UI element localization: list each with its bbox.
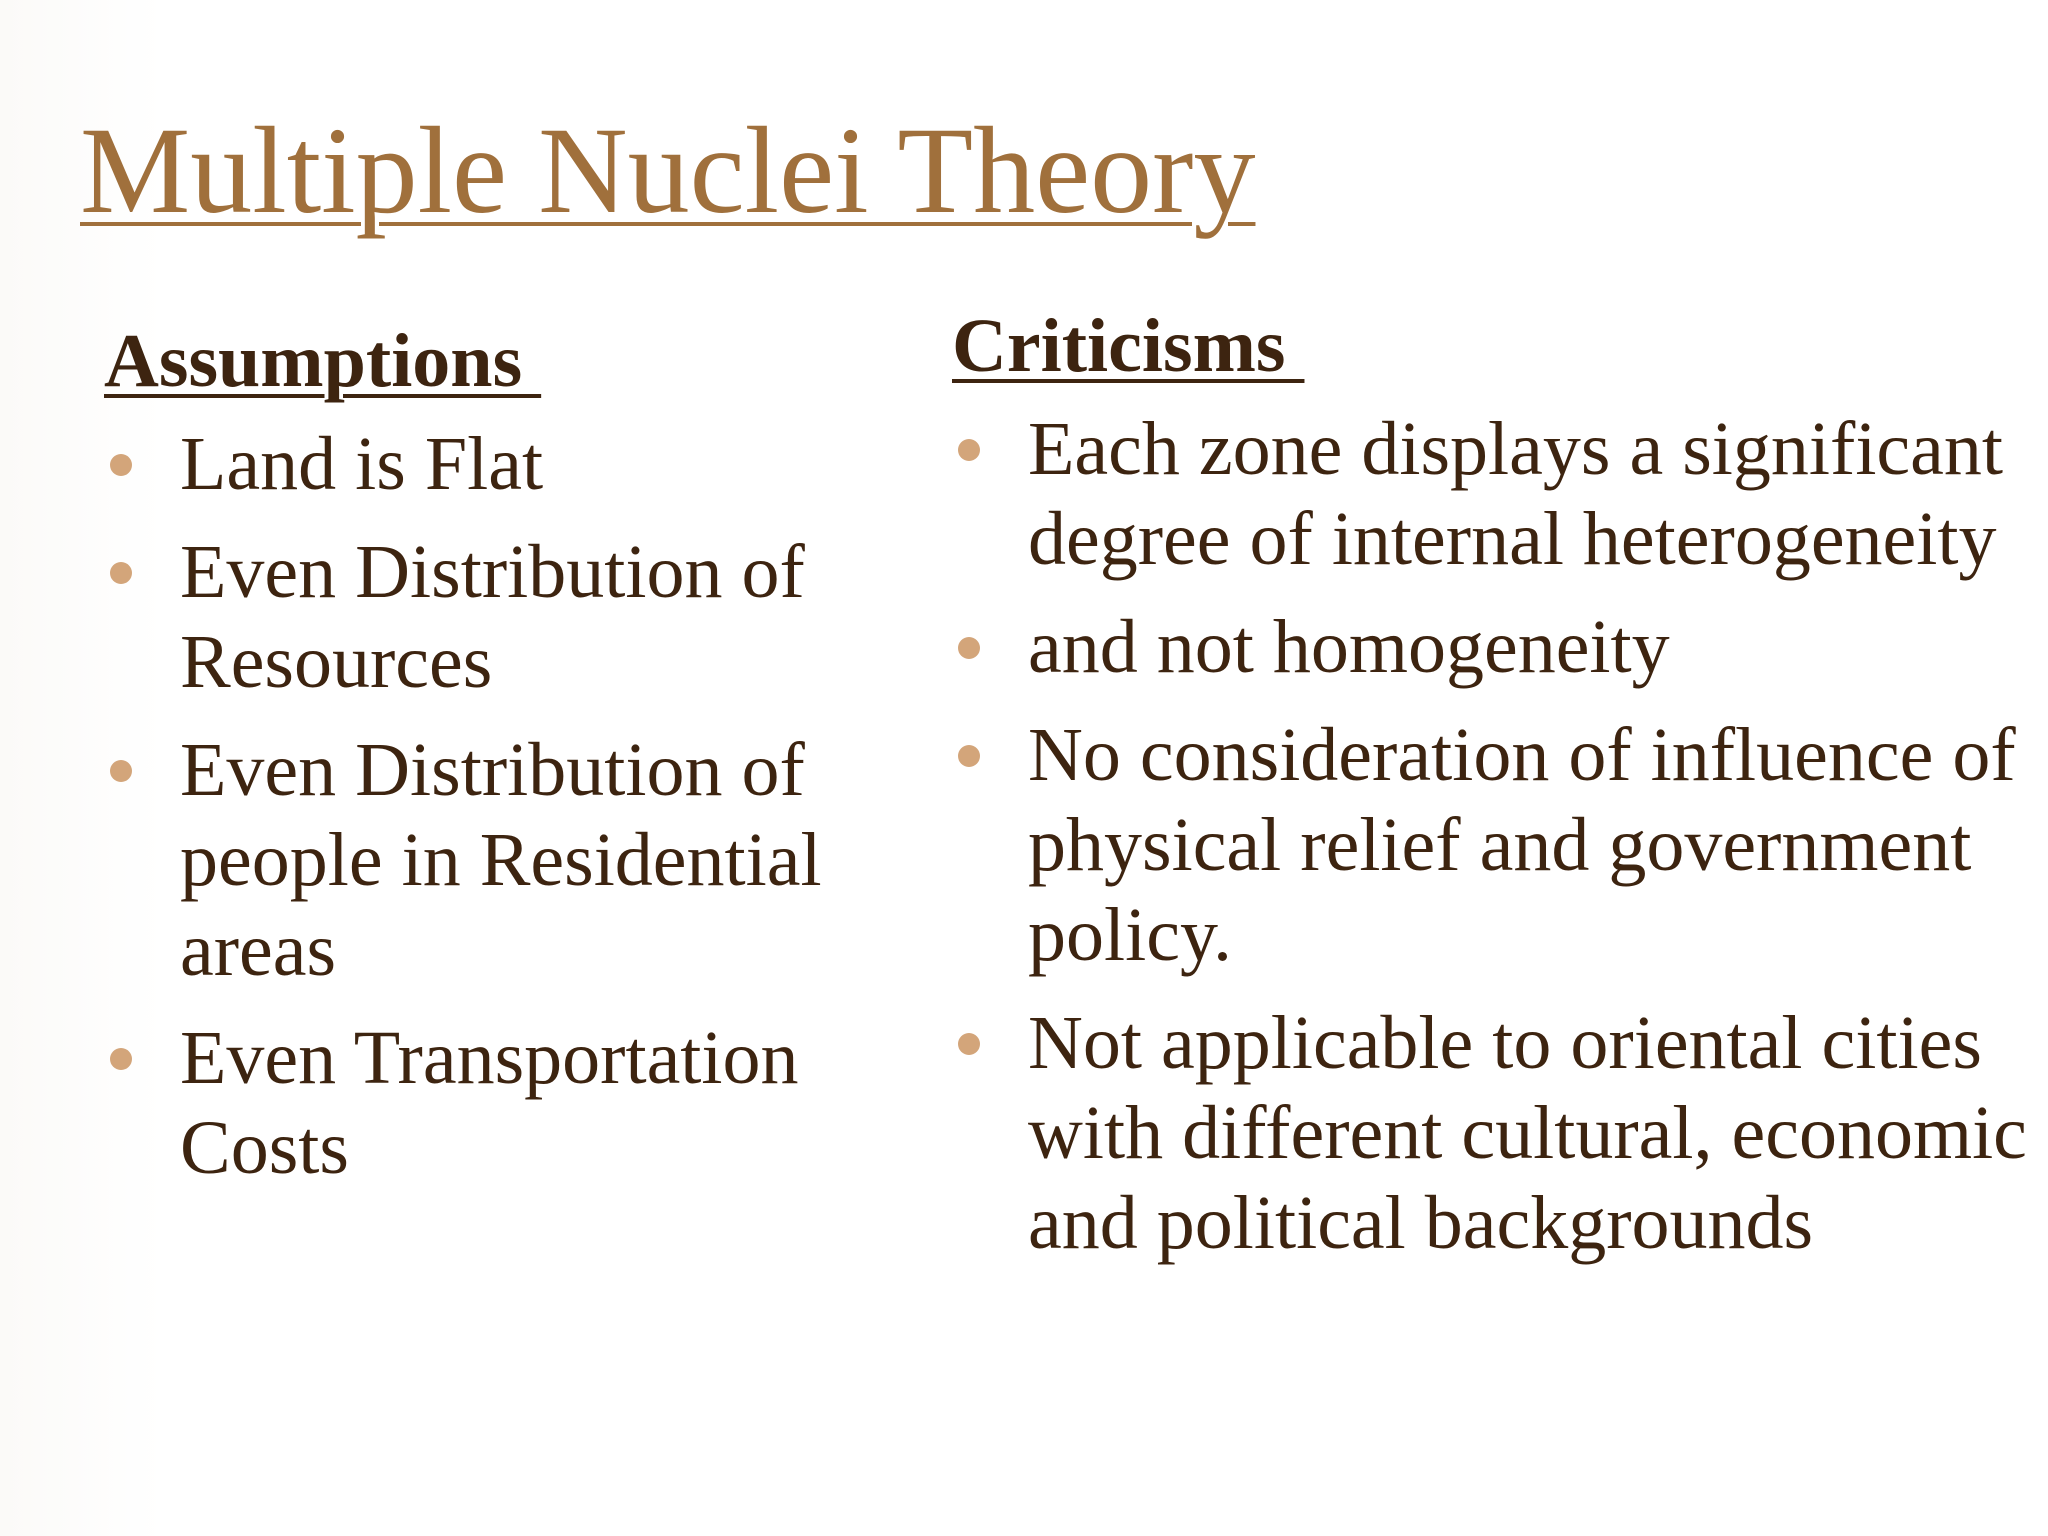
bullet-icon	[110, 760, 132, 782]
list-item-text: No consideration of influence of physical relief and government policy.	[1028, 713, 2016, 978]
list-item-text: Each zone displays a significant degree of internal heterogeneity	[1028, 407, 2004, 582]
bullet-icon	[110, 562, 132, 584]
list-item	[952, 998, 2032, 1268]
assumptions-heading: Assumptions	[104, 319, 542, 403]
list-item	[104, 725, 904, 995]
bullet-icon	[958, 745, 980, 767]
assumptions-column	[104, 318, 904, 1211]
list-item-text: Even Distribution of people in Residential areas	[180, 728, 822, 993]
list-item	[104, 527, 904, 707]
list-item-text: and not homogeneity	[1028, 605, 1670, 690]
criticisms-list	[952, 404, 2032, 1268]
bullet-icon	[958, 637, 980, 659]
list-item-text: Even Transportation Costs	[180, 1016, 799, 1191]
criticisms-column	[952, 303, 2032, 1286]
list-item	[952, 710, 2032, 980]
list-item	[952, 602, 2032, 692]
bullet-icon	[958, 1033, 980, 1055]
list-item-text: Land is Flat	[180, 422, 544, 507]
bullet-icon	[958, 439, 980, 461]
list-item	[952, 404, 2032, 584]
list-item-text: Not applicable to oriental cities with different cultural, economic and political backgrounds	[1028, 1001, 2027, 1266]
bullet-icon	[110, 454, 132, 476]
assumptions-list	[104, 419, 904, 1193]
list-item-text: Even Distribution of Resources	[180, 530, 805, 705]
criticisms-heading: Criticisms	[952, 304, 1305, 388]
list-item	[104, 1013, 904, 1193]
slide-title: Multiple Nuclei Theory	[80, 102, 1256, 239]
bullet-icon	[110, 1048, 132, 1070]
list-item	[104, 419, 904, 509]
